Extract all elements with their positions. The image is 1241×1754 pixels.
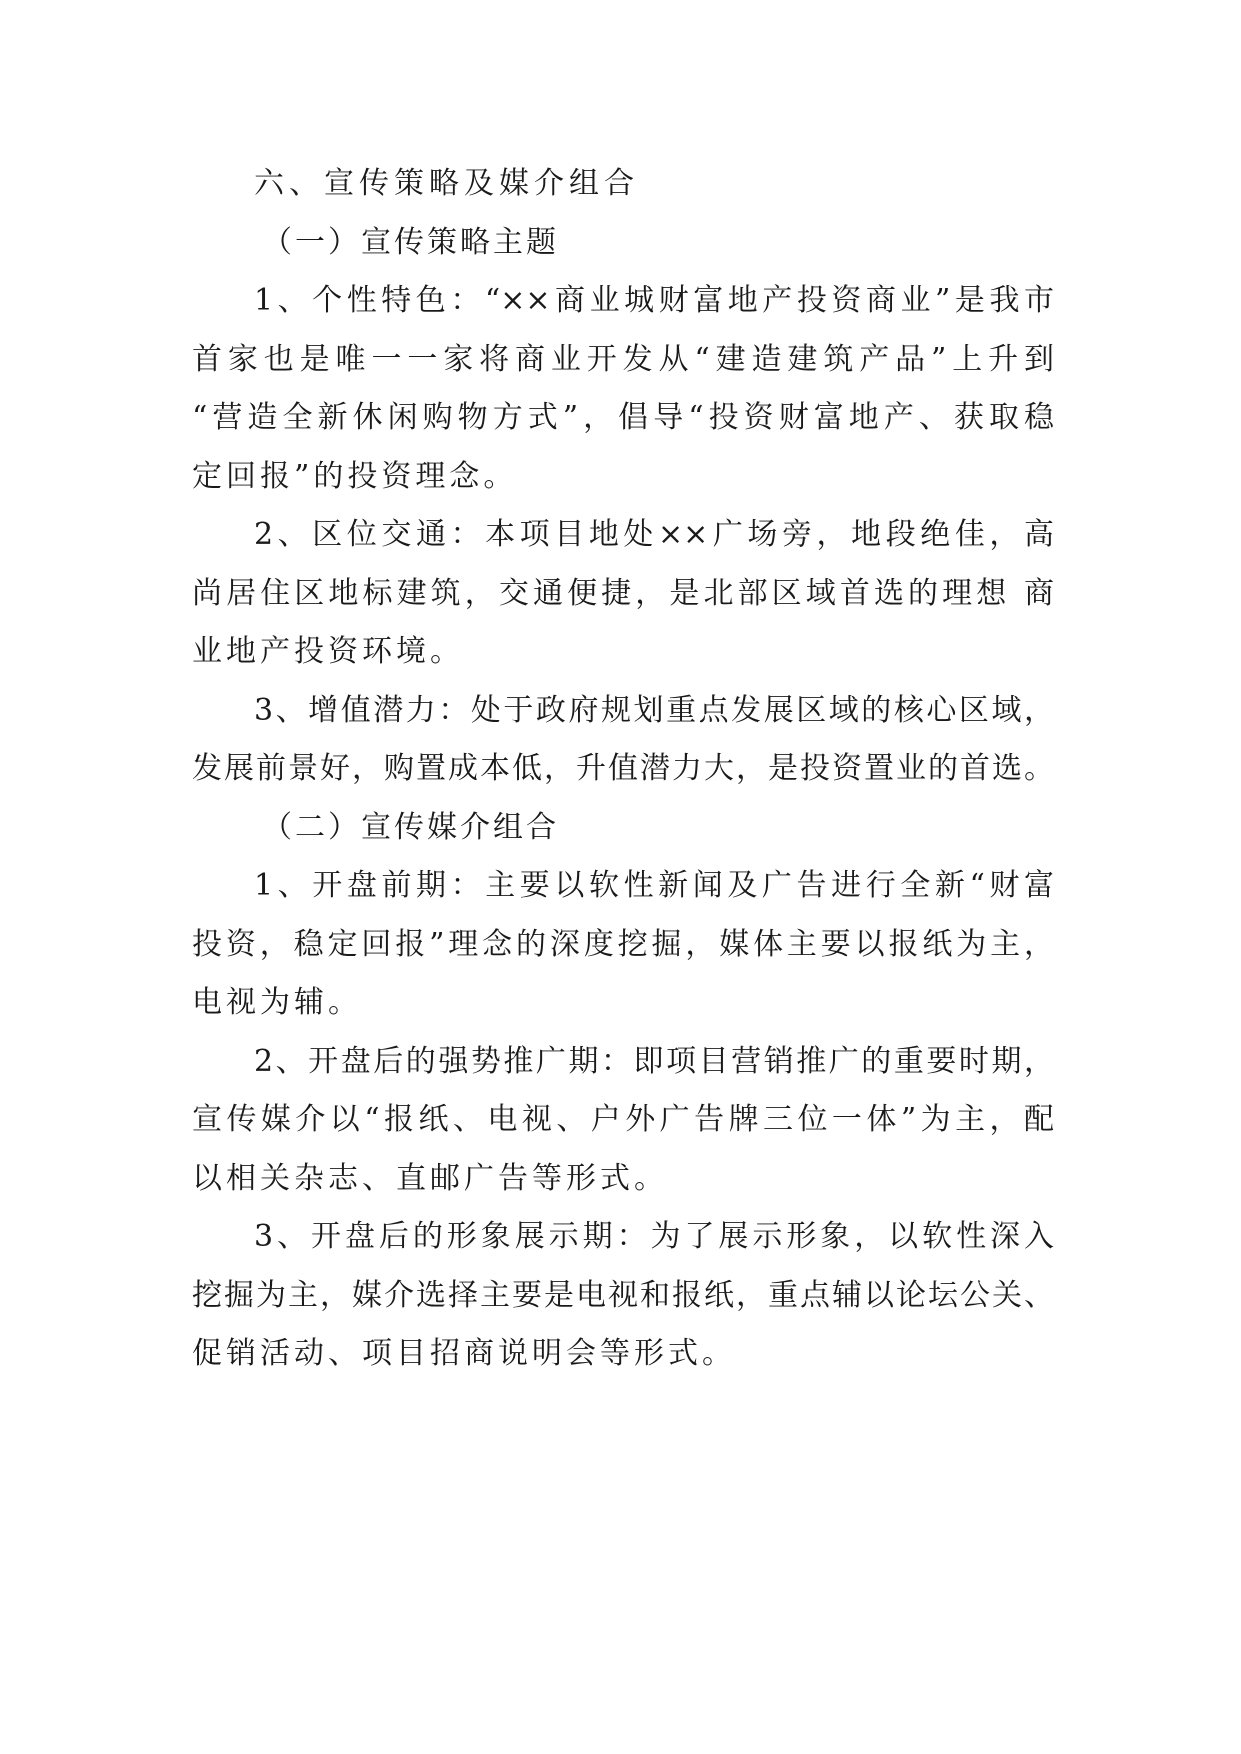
paragraph-line: 尚居住区地标建筑，交通便捷，是北部区域首选的理想 商: [192, 575, 1054, 611]
paragraph-line: 电视为辅。: [192, 985, 362, 1020]
paragraph: [192, 857, 1054, 1033]
paragraph-line: “营造全新休闲购物方式”，倡导“投资财富地产、获取稳: [192, 400, 1054, 435]
document-body: [192, 155, 1054, 1384]
paragraph-line: 宣传媒介以“报纸、电视、户外广告牌三位一体”为主，配: [192, 1102, 1054, 1137]
paragraph-line: 首家也是唯一一家将商业开发从“建造建筑产品”上升到: [192, 341, 1054, 377]
paragraph-line: 投资，稳定回报”理念的深度挖掘，媒体主要以报纸为主，: [192, 926, 1054, 962]
paragraph-line: 1、个性特色：“××商业城财富地产投资商业”是我市: [254, 283, 1054, 318]
paragraph-line: 3、开盘后的形象展示期：为了展示形象，以软性深入: [254, 1219, 1054, 1254]
paragraph-line: 3、增值潜力：处于政府规划重点发展区域的核心区域，: [254, 692, 1054, 728]
paragraph-line: 促销活动、项目招商说明会等形式。: [192, 1336, 736, 1371]
paragraph: [192, 682, 1054, 799]
subsection-title: （二）宣传媒介组合: [262, 809, 559, 845]
section-heading: 六、宣传策略及媒介组合: [254, 166, 639, 201]
paragraph-line: 业地产投资环境。: [192, 634, 464, 669]
paragraph-line: 2、区位交通：本项目地处××广场旁，地段绝佳，高: [254, 517, 1054, 552]
paragraph-line: 挖掘为主，媒介选择主要是电视和报纸，重点辅以论坛公关、: [192, 1277, 1054, 1313]
paragraph: [192, 272, 1054, 506]
paragraph-line: 发展前景好，购置成本低，升值潜力大，是投资置业的首选。: [192, 751, 1054, 786]
paragraph: [192, 506, 1054, 682]
paragraph-line: 2、开盘后的强势推广期：即项目营销推广的重要时期，: [254, 1043, 1054, 1079]
paragraph: [192, 1033, 1054, 1209]
paragraph-line: 以相关杂志、直邮广告等形式。: [192, 1160, 668, 1196]
paragraph: [192, 1208, 1054, 1384]
subsection-title: （一）宣传策略主题: [262, 224, 559, 260]
paragraph-line: 1、开盘前期：主要以软性新闻及广告进行全新“财富: [254, 868, 1054, 903]
paragraph-line: 定回报”的投资理念。: [192, 458, 518, 494]
